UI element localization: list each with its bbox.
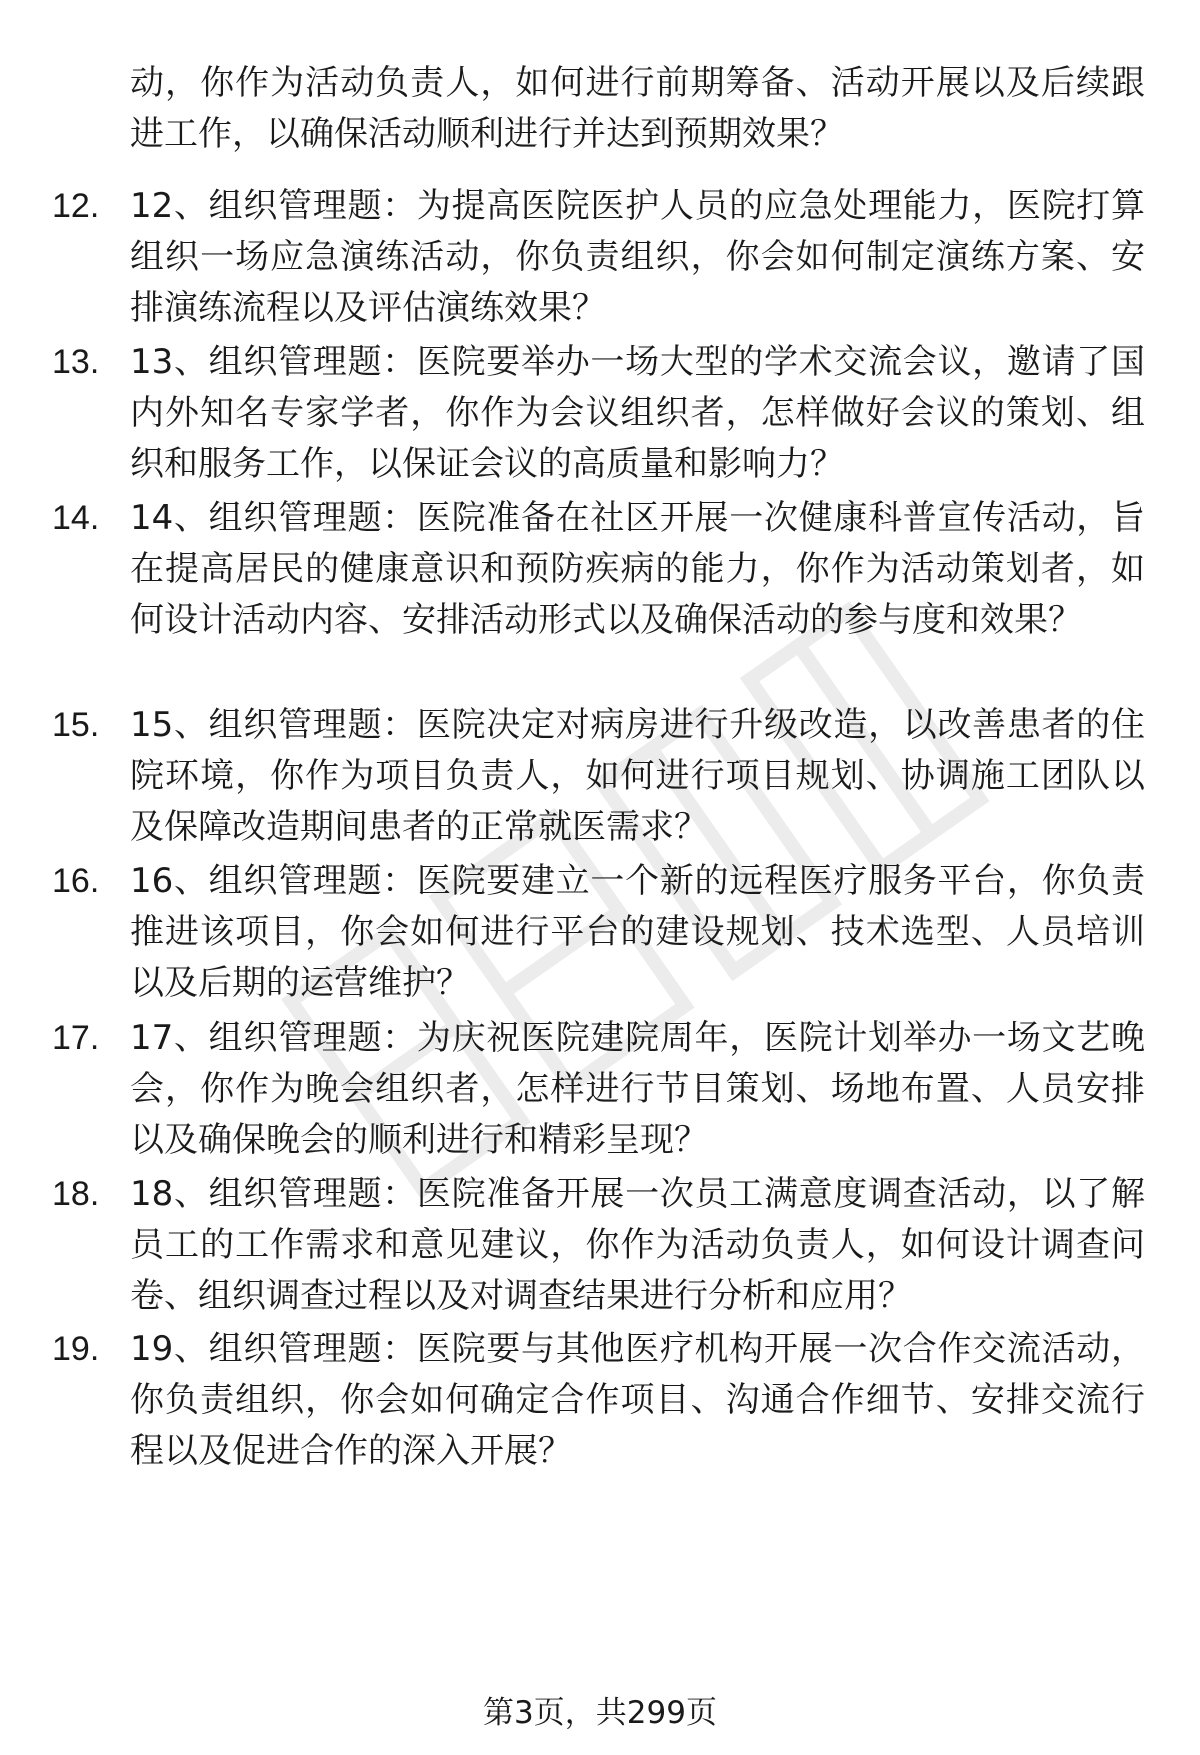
list-item-text: 17、组织管理题：为庆祝医院建院周年，医院计划举办一场文艺晚会，你作为晚会组织者，怎样进行节目策划、场地布置、人员安排以及确保晚会的顺利进行和精彩呈现？ — [130, 1018, 1145, 1160]
list-item-text: 12、组织管理题：为提高医院医护人员的应急处理能力，医院打算组织一场应急演练活动，你负责组织，你会如何制定演练方案、安排演练流程以及评估演练效果？ — [130, 186, 1145, 328]
list-item-text: 15、组织管理题：医院决定对病房进行升级改造，以改善患者的住院环境，你作为项目负责人，如何进行项目规划、协调施工团队以及保障改造期间患者的正常就医需求？ — [130, 705, 1145, 847]
list-item-number: 14. — [52, 499, 100, 537]
list-item-number: 12. — [52, 187, 100, 225]
list-item-text: 13、组织管理题：医院要举办一场大型的学术交流会议，邀请了国内外知名专家学者，你作为会议组织者，怎样做好会议的策划、组织和服务工作，以保证会议的高质量和影响力？ — [130, 342, 1145, 484]
list-item-text: 14、组织管理题：医院准备在社区开展一次健康科普宣传活动，旨在提高居民的健康意识和预防疾病的能力，你作为活动策划者，如何设计活动内容、安排活动形式以及确保活动的参与度和效果？ — [130, 498, 1145, 640]
list-item-number: 15. — [52, 706, 100, 744]
list-item-number: 18. — [52, 1175, 100, 1213]
list-item-number: 17. — [52, 1019, 100, 1057]
list-item-number: 13. — [52, 343, 100, 381]
continuation-paragraph: 动，你作为活动负责人，如何进行前期筹备、活动开展以及后续跟进工作，以确保活动顺利进行并达到预期效果？ — [130, 63, 1145, 154]
list-item-text: 19、组织管理题：医院要与其他医疗机构开展一次合作交流活动，你负责组织，你会如何确定合作项目、沟通合作细节、安排交流行程以及促进合作的深入开展？ — [130, 1329, 1145, 1471]
list-item-text: 18、组织管理题：医院准备开展一次员工满意度调查活动，以了解员工的工作需求和意见建议，你作为活动负责人，如何设计调查问卷、组织调查过程以及对调查结果进行分析和应用？ — [130, 1174, 1145, 1316]
list-item-text: 16、组织管理题：医院要建立一个新的远程医疗服务平台，你负责推进该项目，你会如何进行平台的建设规划、技术选型、人员培训以及后期的运营维护？ — [130, 861, 1145, 1003]
page-footer: 第3页，共299页 — [483, 1695, 717, 1731]
list-item-number: 19. — [52, 1330, 100, 1368]
list-item-number: 16. — [52, 862, 100, 900]
